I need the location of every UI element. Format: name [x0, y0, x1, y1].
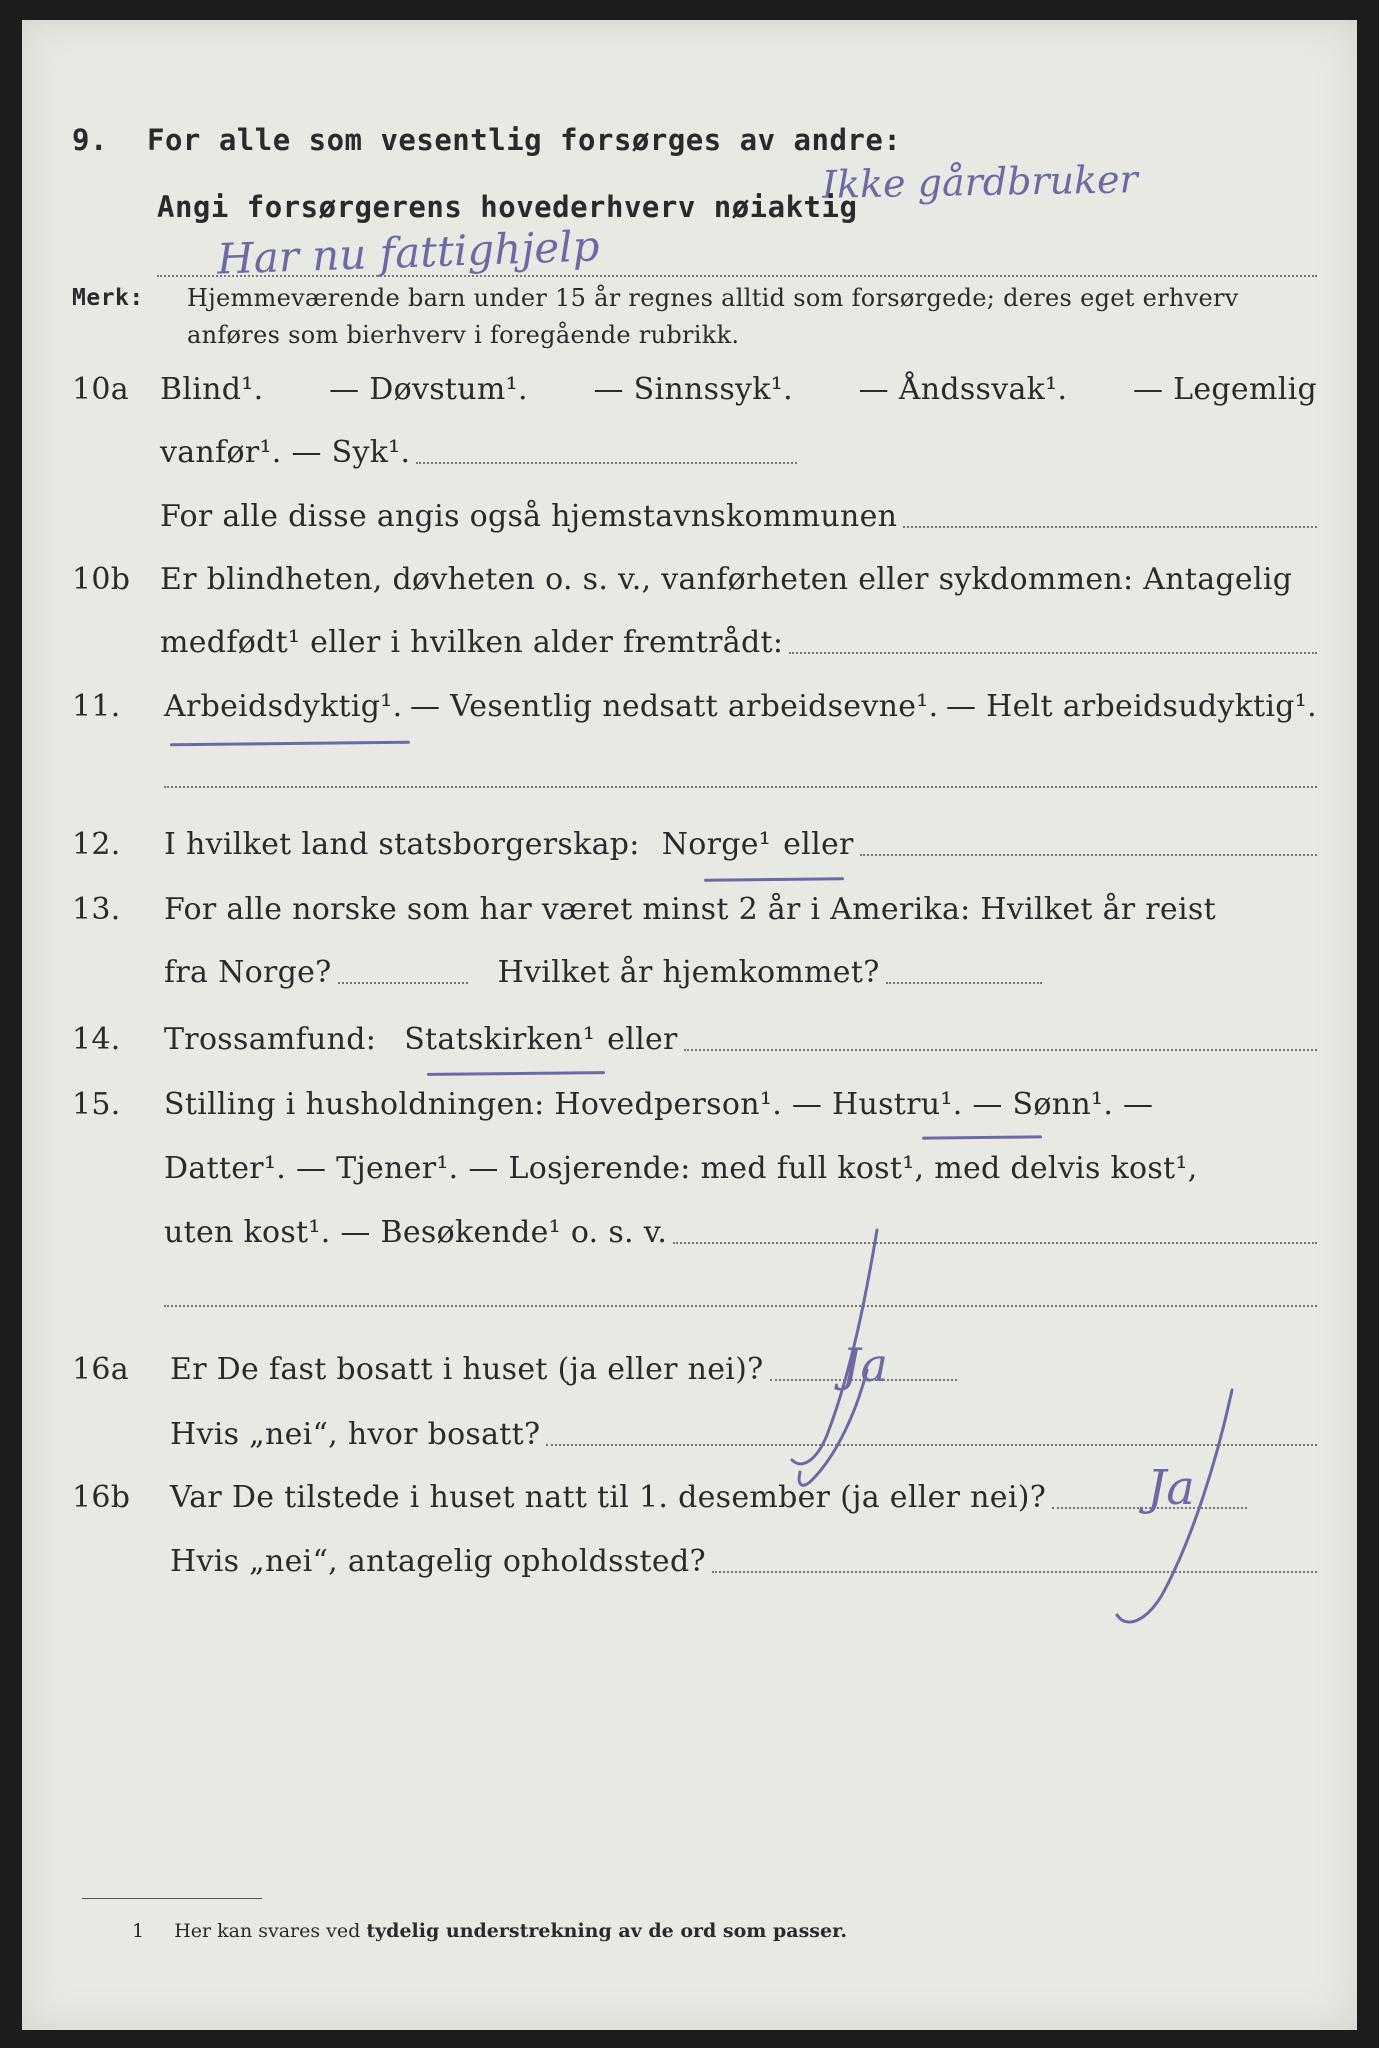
item12-eller: eller — [783, 827, 854, 862]
item14-row — [22, 1015, 1357, 1065]
merk-label: Merk: — [72, 285, 144, 311]
trossamfund-label: Trossamfund: — [164, 1022, 377, 1057]
hvor-bosatt-label: Hvis „nei“, hvor bosatt? — [170, 1417, 541, 1452]
footnote-rule — [82, 1898, 262, 1899]
opholdssted-label: Hvis „nei“, antagelig opholdssted? — [170, 1544, 706, 1579]
option-blind: Blind¹. — [160, 372, 264, 407]
fast-bosatt-label: Er De fast bosatt i huset (ja eller nei)? — [170, 1352, 764, 1387]
item10a-fill-line — [416, 462, 797, 464]
item15-row3 — [22, 1208, 1357, 1258]
item16b-pencil-stroke — [1082, 1380, 1262, 1640]
item15-fill-line — [673, 1242, 1317, 1244]
tilstede-label: Var De tilstede i huset natt til 1. desember (ja eller nei)? — [170, 1480, 1047, 1515]
norge-underline — [704, 877, 844, 881]
item13-row2 — [22, 948, 1357, 998]
item13-text-1: For alle norske som har været minst 2 år i Amerika: Hvilket år reist — [164, 892, 1216, 927]
item9-row2 — [22, 182, 1357, 232]
reist-fill-line — [338, 982, 468, 984]
item9-handwriting-occupation: Ikke gårdbruker — [821, 157, 1139, 207]
item13-row2-content — [164, 948, 1042, 998]
item16a-number: 16a — [72, 1352, 129, 1387]
item12-content — [164, 820, 1317, 870]
census-form-page — [22, 20, 1357, 2030]
item10b-number: 10b — [72, 562, 131, 597]
hjemstavn-label: For alle disse angis også hjemstavnskommunen — [160, 499, 898, 534]
hjemstavn-fill-line — [903, 526, 1317, 528]
item9-number: 9. — [72, 123, 108, 157]
item10a-row3 — [22, 492, 1357, 542]
merk-text-2: anføres som bierhverv i foregående rubrikk. — [187, 321, 740, 349]
item10b-fill-line — [789, 652, 1317, 654]
hjemkommet-label: Hvilket år hjemkommet? — [497, 955, 880, 990]
item10b-row2-content — [160, 618, 1317, 668]
item16b-handwriting-answer: Ja — [1147, 1460, 1195, 1516]
footnote — [132, 1920, 847, 1942]
item10a-options — [160, 365, 1317, 415]
item15-row3-content — [164, 1208, 1317, 1258]
item10a-number: 10a — [72, 372, 129, 407]
merk-row2 — [22, 315, 1357, 355]
item15-answer-line — [164, 1305, 1317, 1307]
item11-answer-line — [164, 786, 1317, 788]
arbeidsdyktig-underline — [170, 741, 410, 747]
item15-text-2: Datter¹. — Tjener¹. — Losjerende: med full kost¹, med delvis kost¹, — [164, 1151, 1198, 1186]
option-andssvak: — Åndssvak¹. — [858, 372, 1068, 407]
item16a-pencil-stroke — [772, 1360, 892, 1500]
item15-text-1: Stilling i husholdningen: Hovedperson¹. — Hustru¹. — Sønn¹. — — [164, 1087, 1154, 1122]
item14-number: 14. — [72, 1022, 121, 1057]
item10b-text-2: medfødt¹ eller i hvilken alder fremtrådt: — [160, 625, 784, 660]
merk-row1 — [22, 278, 1357, 318]
item15-row1 — [22, 1080, 1357, 1130]
item16a-handwriting-answer: Ja — [842, 1338, 888, 1392]
item15-row2 — [22, 1144, 1357, 1194]
item15-text-3: uten kost¹. — Besøkende¹ o. s. v. — [164, 1215, 668, 1250]
item12-row — [22, 820, 1357, 870]
item9-answer-line — [157, 275, 1317, 277]
footnote-bold-text: tydelig understrekning av de ord som passer. — [366, 1920, 847, 1942]
item13-row1 — [22, 885, 1357, 935]
item11-number: 11. — [72, 689, 121, 724]
item12-number: 12. — [72, 827, 121, 862]
item15-number: 15. — [72, 1087, 121, 1122]
option-nedsatt: — Vesentlig nedsatt arbeidsevne¹. — [409, 689, 939, 724]
option-statskirken: Statskirken¹ — [404, 1022, 596, 1057]
item10a-row2 — [22, 428, 1357, 478]
item10b-row2 — [22, 618, 1357, 668]
option-arbeidsdyktig: Arbeidsdyktig¹. — [164, 689, 403, 724]
item12-fill-line — [860, 854, 1317, 856]
option-sinnssyk: — Sinnssyk¹. — [593, 372, 793, 407]
option-dovstum: — Døvstum¹. — [329, 372, 528, 407]
item16b-number: 16b — [72, 1480, 131, 1515]
item14-content — [164, 1015, 1317, 1065]
item10b-row1 — [22, 555, 1357, 605]
option-udyktig: — Helt arbeidsudyktig¹. — [945, 689, 1317, 724]
option-legemlig: — Legemlig — [1132, 372, 1317, 407]
item11-row — [22, 682, 1357, 732]
item9-provider-label: Angi forsørgerens hovederhverv nøiaktig — [157, 190, 858, 224]
footnote-mark: 1 — [132, 1920, 145, 1942]
item13-number: 13. — [72, 892, 121, 927]
statskirken-underline — [427, 1071, 605, 1076]
item11-options — [164, 682, 1317, 732]
item9-handwriting-poor-relief: Har nu fattighjelp — [216, 221, 601, 284]
option-vanfor-syk: vanfør¹. — Syk¹. — [160, 435, 411, 470]
reist-label: fra Norge? — [164, 955, 332, 990]
item9-heading: For alle som vesentlig forsørges av andre: — [147, 123, 902, 157]
hustru-underline — [922, 1135, 1042, 1139]
statsborgerskap-label: I hvilket land statsborgerskap: — [164, 827, 640, 862]
item10a-row2-content — [160, 428, 797, 478]
merk-text-1: Hjemmeværende barn under 15 år regnes alltid som forsørgede; deres eget erhverv — [187, 284, 1239, 312]
item9-row1 — [22, 115, 1357, 165]
item10b-text-1: Er blindheten, døvheten o. s. v., vanførheten eller sykdommen: Antagelig — [160, 562, 1293, 597]
footnote-text: Her kan svares ved — [174, 1920, 361, 1942]
item14-fill-line — [684, 1049, 1317, 1051]
option-norge: Norge¹ — [661, 827, 772, 862]
item14-eller: eller — [607, 1022, 678, 1057]
hjemkommet-fill-line — [886, 982, 1042, 984]
item10a-row1 — [22, 365, 1357, 415]
item10a-row3-content — [160, 492, 1317, 542]
